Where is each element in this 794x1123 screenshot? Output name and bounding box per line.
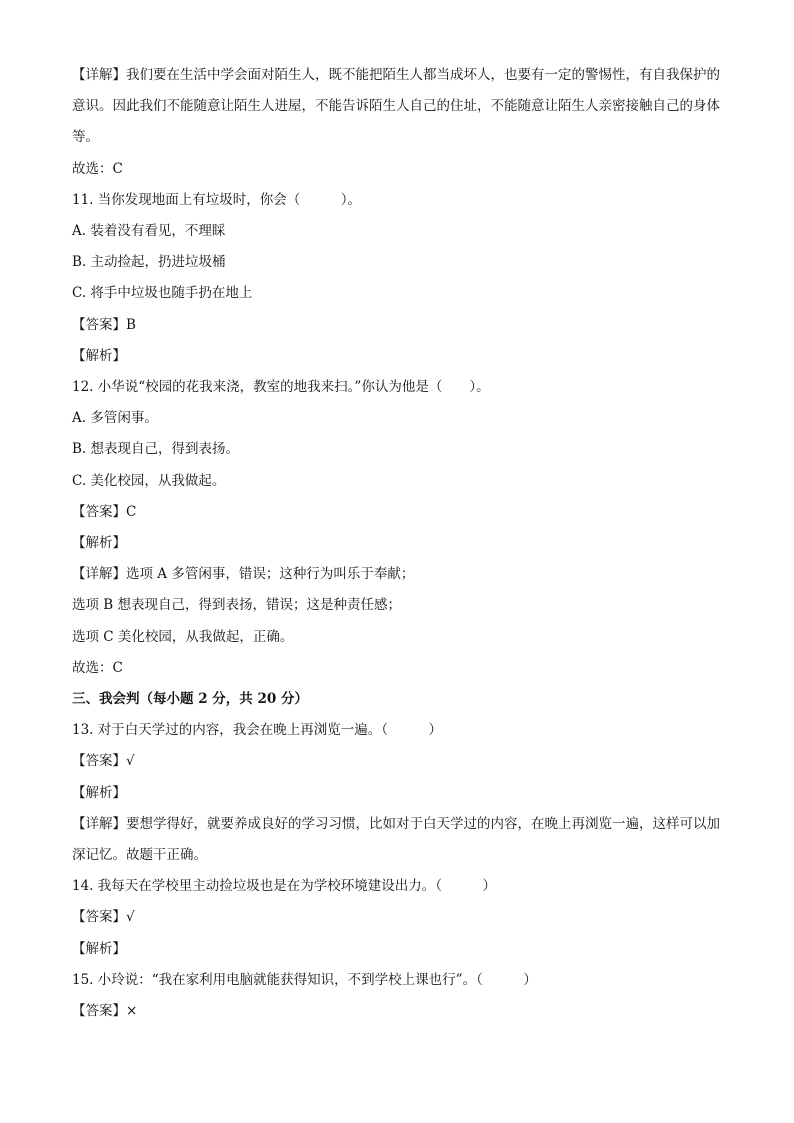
answer-value: B: [126, 316, 136, 333]
detail-text: 选项 A 多管闲事，错误；这种行为叫乐于奉献；: [126, 566, 415, 583]
question-11-analysis: 【解析】: [72, 347, 126, 364]
answer-tag: 【答案】: [72, 503, 126, 520]
detail-tag: 【详解】: [72, 815, 126, 832]
question-12-option-c: C. 美化校园，从我做起。: [72, 472, 226, 489]
answer-tag: 【答案】: [72, 753, 126, 770]
detail-tag: 【详解】: [72, 566, 126, 583]
answer-tag: 【答案】: [72, 909, 126, 926]
answer-value: ×: [126, 1003, 138, 1020]
detail-text: 我们要在生活中学会面对陌生人，既不能把陌生人都当成坏人，也要有一定的警惕性，有自我保护的意识。因此我们不能随意让陌生人进屋，不能告诉陌生人自己的住址，不能随意让陌生人亲密接触自己的身体等。: [72, 67, 720, 146]
question-12-detail-1: [72, 559, 732, 590]
answer-value: C: [126, 503, 137, 520]
document-page: [72, 60, 732, 1027]
question-13-analysis: 【解析】: [72, 784, 126, 801]
question-12-choice: 故选：C: [72, 659, 123, 676]
question-14-analysis: 【解析】: [72, 940, 126, 957]
question-11: 11. 当你发现地面上有垃圾时，你会（ ）。: [72, 191, 362, 208]
answer-value: √: [126, 753, 135, 770]
detail-paragraph-1: [72, 60, 732, 154]
answer-tag: 【答案】: [72, 1003, 126, 1020]
question-13: 13. 对于白天学过的内容，我会在晚上再浏览一遍。（ ）: [72, 722, 443, 739]
question-11-option-b: B. 主动捡起，扔进垃圾桶: [72, 254, 226, 271]
question-12-analysis: 【解析】: [72, 535, 126, 552]
detail-tag: 【详解】: [72, 67, 126, 83]
question-12-option-a: A. 多管闲事。: [72, 410, 158, 427]
question-12: 12. 小华说“校园的花我来浇，教室的地我来扫。”你认为他是（ ）。: [72, 379, 490, 396]
question-12-detail-2: 选项 B 想表现自己，得到表扬，错误；这是种责任感；: [72, 597, 402, 614]
question-13-detail: [72, 809, 732, 871]
question-15-answer: [72, 996, 732, 1027]
question-14: 14. 我每天在学校里主动捡垃圾也是在为学校环境建设出力。（ ）: [72, 878, 497, 895]
answer-value: √: [126, 909, 135, 926]
choice-line: 故选：C: [72, 160, 123, 177]
question-12-answer: [72, 497, 732, 528]
question-12-detail-3: 选项 C 美化校园，从我做起，正确。: [72, 628, 294, 645]
question-13-answer: [72, 746, 732, 777]
question-12-option-b: B. 想表现自己，得到表扬。: [72, 441, 240, 458]
question-11-option-c: C. 将手中垃圾也随手扔在地上: [72, 285, 253, 302]
detail-text: 要想学得好，就要养成良好的学习习惯，比如对于白天学过的内容，在晚上再浏览一遍，这样可以加深记忆。故题干正确。: [72, 815, 720, 864]
question-11-answer: [72, 310, 732, 341]
question-15: 15. 小玲说：“我在家利用电脑就能获得知识，不到学校上课也行”。（ ）: [72, 971, 537, 988]
section-heading: 三、我会判（每小题 2 分，共 20 分）: [72, 691, 308, 708]
question-14-answer: [72, 902, 732, 933]
answer-tag: 【答案】: [72, 316, 126, 333]
question-11-option-a: A. 装着没有看见，不理睬: [72, 223, 226, 240]
